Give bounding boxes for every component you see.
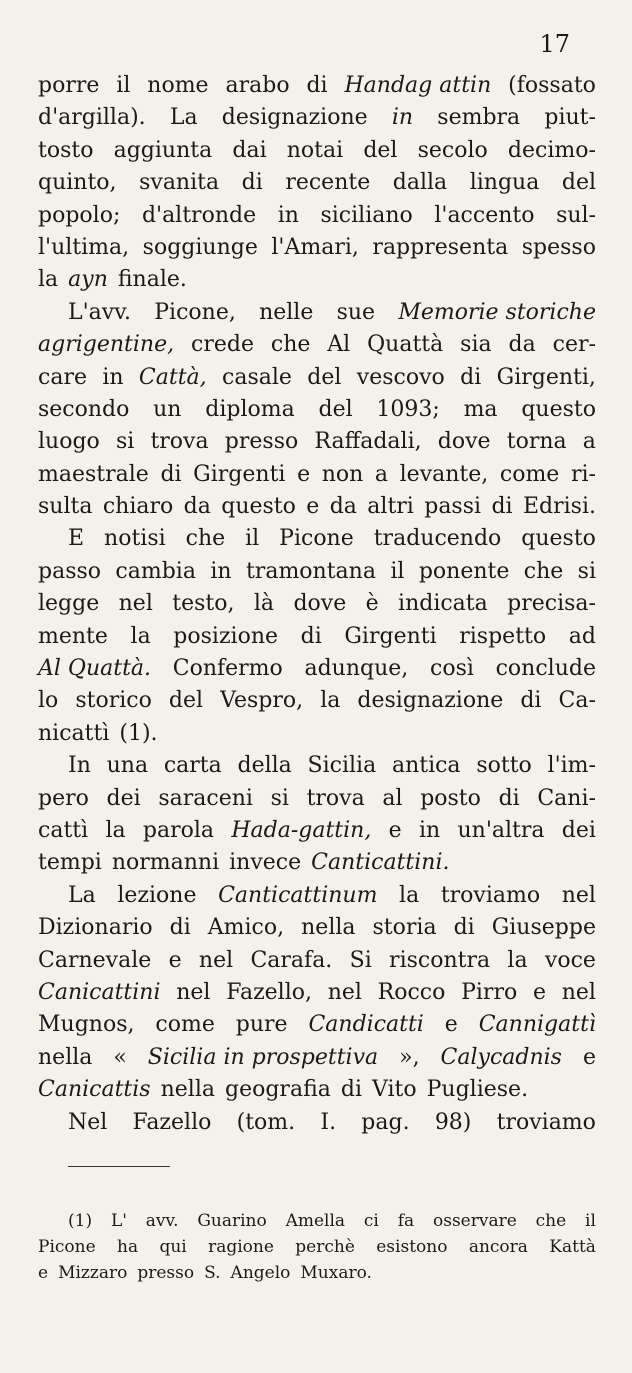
word: di bbox=[520, 688, 542, 714]
word: d'argilla). bbox=[38, 105, 146, 131]
text-line bbox=[38, 1009, 596, 1041]
word: torna bbox=[506, 429, 567, 455]
word: testo, bbox=[172, 591, 235, 617]
word: porre bbox=[38, 73, 100, 98]
word: Girgenti bbox=[193, 461, 286, 487]
word: recente bbox=[285, 170, 371, 196]
word: qui bbox=[159, 1237, 187, 1257]
text-line bbox=[38, 718, 596, 750]
text-line bbox=[38, 135, 596, 167]
italic-term: ayn bbox=[68, 267, 108, 293]
word: di bbox=[453, 915, 475, 941]
text-line bbox=[38, 945, 596, 977]
word: pag. bbox=[361, 1109, 410, 1135]
word: crede bbox=[191, 332, 254, 358]
word: Vito bbox=[371, 1077, 417, 1103]
word: al bbox=[382, 785, 403, 811]
word: un'altra bbox=[457, 817, 545, 843]
word: Edrisi. bbox=[522, 494, 596, 520]
word: Si bbox=[349, 947, 372, 973]
word: storico bbox=[75, 688, 152, 714]
word: sul- bbox=[556, 202, 596, 228]
word: », bbox=[399, 1044, 420, 1070]
word: carta bbox=[163, 753, 222, 779]
word: il bbox=[245, 526, 260, 552]
word: Carnevale bbox=[38, 947, 152, 973]
word: come bbox=[155, 1012, 215, 1038]
word: che bbox=[270, 332, 311, 358]
word: « bbox=[113, 1044, 127, 1070]
italic-term: Sicilia in prospettiva bbox=[147, 1044, 379, 1070]
word: di bbox=[300, 623, 322, 649]
word: La bbox=[169, 105, 198, 131]
text-line bbox=[38, 1234, 596, 1260]
italic-term: Canicattini bbox=[38, 979, 161, 1005]
word: secolo bbox=[417, 137, 488, 163]
word: presso bbox=[224, 429, 299, 455]
word: di bbox=[306, 73, 328, 98]
word: si bbox=[115, 429, 135, 455]
word: Al bbox=[327, 332, 351, 358]
word: ha bbox=[117, 1237, 139, 1257]
word: 1093; bbox=[376, 396, 440, 422]
text-line bbox=[38, 783, 596, 815]
word: parola bbox=[142, 817, 215, 843]
text-line bbox=[38, 70, 596, 102]
word: Dizionario bbox=[38, 915, 153, 941]
word: in bbox=[418, 817, 441, 843]
word: Kattà bbox=[549, 1237, 596, 1257]
word: a bbox=[374, 461, 389, 487]
word: Amico, bbox=[207, 915, 285, 941]
word: trova bbox=[306, 785, 365, 811]
text-line bbox=[38, 685, 596, 717]
text-line bbox=[38, 653, 596, 685]
italic-term: Cattà, bbox=[138, 364, 207, 390]
word: designazione bbox=[357, 688, 504, 714]
word: di bbox=[169, 915, 191, 941]
word: l'accento bbox=[434, 202, 535, 228]
word: passi bbox=[424, 494, 482, 520]
word: l'ultima, bbox=[38, 234, 130, 260]
word: la bbox=[105, 817, 126, 843]
word: L'avv. bbox=[68, 299, 132, 325]
word: legge bbox=[38, 591, 100, 617]
word: nella bbox=[38, 1044, 93, 1070]
text-line bbox=[38, 329, 596, 361]
word: che bbox=[523, 558, 564, 584]
word: care bbox=[38, 364, 87, 390]
text-line bbox=[38, 167, 596, 199]
word: rispetto bbox=[459, 623, 547, 649]
word: del bbox=[561, 170, 596, 196]
italic-term: Canticattini. bbox=[311, 850, 450, 876]
word: nel bbox=[176, 979, 211, 1005]
italic-term: Al Quattà. bbox=[38, 656, 152, 682]
text-line bbox=[38, 297, 596, 329]
word: levante, bbox=[399, 461, 489, 487]
word: Angelo bbox=[230, 1263, 291, 1283]
word: sia bbox=[460, 332, 492, 358]
word: notisi bbox=[104, 526, 166, 552]
word: geografia bbox=[225, 1077, 331, 1103]
word: (1). bbox=[119, 720, 158, 746]
word: diploma bbox=[205, 396, 295, 422]
word: decimo- bbox=[507, 137, 596, 163]
word: la bbox=[507, 947, 528, 973]
word: Picone bbox=[38, 1237, 96, 1257]
word: questo bbox=[221, 494, 296, 520]
word: ancora bbox=[468, 1237, 528, 1257]
word: dei bbox=[106, 785, 141, 811]
word: ri- bbox=[570, 461, 596, 487]
word: Cani- bbox=[537, 785, 596, 811]
word: l'im- bbox=[547, 753, 596, 779]
word: lingua bbox=[469, 170, 540, 196]
word: precisa- bbox=[507, 591, 596, 617]
text-line bbox=[38, 426, 596, 458]
text-line bbox=[38, 491, 596, 523]
word: Rocco bbox=[377, 979, 446, 1005]
word: passo bbox=[38, 558, 102, 584]
italic-term: Canicattis bbox=[38, 1077, 151, 1103]
word: avv. bbox=[145, 1211, 179, 1231]
word: Nel bbox=[68, 1109, 108, 1135]
word: riscontra bbox=[389, 947, 491, 973]
text-line bbox=[38, 977, 596, 1009]
word: maestrale bbox=[38, 461, 149, 487]
italic-term: agrigentine, bbox=[38, 332, 175, 358]
word: questo bbox=[521, 526, 596, 552]
italic-term: Canticattinum bbox=[218, 882, 378, 908]
word: tempi bbox=[38, 850, 102, 876]
word: che bbox=[185, 526, 226, 552]
word: da bbox=[329, 494, 357, 520]
word: non bbox=[321, 461, 364, 487]
word: altri bbox=[367, 494, 414, 520]
word: Fazello bbox=[132, 1109, 212, 1135]
text-line bbox=[38, 912, 596, 944]
word: e bbox=[444, 1012, 458, 1038]
word: Guarino bbox=[197, 1211, 267, 1231]
word: Quattà bbox=[367, 332, 444, 358]
footnote-separator-rule bbox=[68, 1166, 170, 1167]
word: aggiunta bbox=[113, 137, 213, 163]
word: (1) bbox=[68, 1211, 93, 1231]
word: si bbox=[577, 558, 596, 584]
word: la bbox=[130, 623, 151, 649]
word: là bbox=[253, 591, 275, 617]
word: di bbox=[491, 494, 513, 520]
word: cambia bbox=[115, 558, 196, 584]
body-text bbox=[38, 70, 596, 1139]
word: e bbox=[38, 1263, 49, 1283]
word: di bbox=[160, 461, 182, 487]
word: pero bbox=[38, 785, 89, 811]
word: in bbox=[277, 202, 299, 228]
word: il bbox=[585, 1211, 596, 1231]
word: in bbox=[102, 364, 124, 390]
word: nel bbox=[198, 947, 234, 973]
word: secondo bbox=[38, 396, 130, 422]
word: quinto, bbox=[38, 170, 117, 196]
word: popolo; bbox=[38, 202, 121, 228]
word: dove bbox=[437, 429, 491, 455]
word: svanita bbox=[139, 170, 220, 196]
text-line bbox=[38, 621, 596, 653]
italic-term: Handag attin bbox=[344, 73, 492, 98]
word: osservare bbox=[433, 1211, 517, 1231]
word: conclude bbox=[495, 656, 596, 682]
word: tramontana bbox=[245, 558, 376, 584]
word: da bbox=[183, 494, 211, 520]
word: E bbox=[68, 526, 85, 552]
word: trova bbox=[150, 429, 209, 455]
text-line bbox=[38, 847, 596, 879]
word: tosto bbox=[38, 137, 94, 163]
word: Picone, bbox=[154, 299, 236, 325]
word: nelle bbox=[259, 299, 314, 325]
word: Confermo bbox=[172, 656, 283, 682]
word: Fazello, bbox=[226, 979, 312, 1005]
word: L' bbox=[110, 1211, 127, 1231]
word: voce bbox=[544, 947, 596, 973]
word: casale bbox=[222, 364, 292, 390]
word: da bbox=[508, 332, 536, 358]
text-line bbox=[38, 815, 596, 847]
word: e bbox=[297, 461, 311, 487]
word: del bbox=[318, 396, 353, 422]
word: antica bbox=[391, 753, 461, 779]
word: rappresenta bbox=[372, 234, 509, 260]
word: ponente bbox=[418, 558, 510, 584]
word: troviamo bbox=[496, 1109, 596, 1135]
word: sue bbox=[336, 299, 376, 325]
word: siciliano bbox=[320, 202, 413, 228]
word: l'Amari, bbox=[271, 234, 359, 260]
text-line bbox=[38, 362, 596, 394]
word: nella bbox=[160, 1077, 215, 1103]
word: lezione bbox=[117, 882, 197, 908]
text-line bbox=[38, 1260, 596, 1286]
word: una bbox=[106, 753, 149, 779]
word: la bbox=[399, 882, 420, 908]
word: sembra bbox=[437, 105, 521, 131]
word: vescovo bbox=[356, 364, 445, 390]
italic-term: Hada-gattin, bbox=[231, 817, 372, 843]
word: designazione bbox=[221, 105, 368, 131]
word: (fossato bbox=[508, 73, 596, 98]
word: Muxaro. bbox=[300, 1263, 372, 1283]
word: è bbox=[365, 591, 379, 617]
word: Amella bbox=[285, 1211, 346, 1231]
word: dalla bbox=[392, 170, 448, 196]
text-line bbox=[38, 1042, 596, 1074]
text-line bbox=[38, 1074, 596, 1106]
italic-term: Candicatti bbox=[308, 1012, 424, 1038]
word: si bbox=[270, 785, 289, 811]
text-line bbox=[38, 459, 596, 491]
word: adunque, bbox=[304, 656, 409, 682]
word: del bbox=[307, 364, 342, 390]
word: invece bbox=[229, 850, 302, 876]
word: piut- bbox=[544, 105, 596, 131]
text-line bbox=[38, 1107, 596, 1139]
word: questo bbox=[521, 396, 596, 422]
italic-term: Cannigattì bbox=[478, 1012, 596, 1038]
word: Pugliese. bbox=[426, 1077, 529, 1103]
word: ci bbox=[363, 1211, 379, 1231]
word: Vespro, bbox=[220, 688, 304, 714]
word: ad bbox=[568, 623, 596, 649]
word: posizione bbox=[173, 623, 279, 649]
text-line bbox=[38, 588, 596, 620]
italic-term: Memorie storiche bbox=[398, 299, 596, 325]
text-line bbox=[38, 523, 596, 555]
word: la bbox=[320, 688, 341, 714]
text-line bbox=[38, 264, 596, 296]
word: e bbox=[388, 817, 402, 843]
text-line bbox=[38, 200, 596, 232]
italic-term: Calycadnis bbox=[440, 1044, 562, 1070]
word: esistono bbox=[376, 1237, 448, 1257]
word: arabo bbox=[225, 73, 290, 98]
word: posto bbox=[420, 785, 481, 811]
word: 98) bbox=[434, 1109, 472, 1135]
text-line bbox=[38, 102, 596, 134]
word: e bbox=[582, 1044, 596, 1070]
word: e bbox=[306, 494, 320, 520]
word: Ca- bbox=[558, 688, 596, 714]
word: Carafa. bbox=[250, 947, 333, 973]
word: di bbox=[241, 170, 263, 196]
word: Girgenti, bbox=[496, 364, 596, 390]
word: lo bbox=[38, 688, 59, 714]
word: il bbox=[116, 73, 131, 98]
word: Sicilia bbox=[307, 753, 377, 779]
word: ma bbox=[463, 396, 498, 422]
word: dei bbox=[561, 817, 596, 843]
word: In bbox=[68, 753, 91, 779]
word: del bbox=[168, 688, 204, 714]
word: di bbox=[498, 785, 520, 811]
word: della bbox=[237, 753, 292, 779]
word: come bbox=[499, 461, 560, 487]
word: a bbox=[582, 429, 596, 455]
word: dai bbox=[232, 137, 267, 163]
word: traducendo bbox=[373, 526, 502, 552]
text-line bbox=[38, 394, 596, 426]
word: finale. bbox=[117, 267, 187, 293]
word: nel bbox=[561, 882, 596, 908]
word: nel bbox=[561, 979, 596, 1005]
word: notai bbox=[286, 137, 344, 163]
italic-term: in bbox=[391, 105, 414, 131]
word: normanni bbox=[111, 850, 220, 876]
word: sulta bbox=[38, 494, 93, 520]
word: dove bbox=[293, 591, 347, 617]
word: storia bbox=[372, 915, 437, 941]
word: indicata bbox=[398, 591, 488, 617]
word: luogo bbox=[38, 429, 100, 455]
word: di bbox=[460, 364, 482, 390]
word: nel bbox=[327, 979, 362, 1005]
word: soggiunge bbox=[142, 234, 258, 260]
word: spesso bbox=[521, 234, 596, 260]
word: troviamo bbox=[440, 882, 541, 908]
word: Picone bbox=[279, 526, 354, 552]
word: saraceni bbox=[158, 785, 253, 811]
word: chiaro bbox=[102, 494, 174, 520]
word: I. bbox=[320, 1109, 337, 1135]
word: mente bbox=[38, 623, 108, 649]
word: perchè bbox=[295, 1237, 355, 1257]
word: pure bbox=[235, 1012, 288, 1038]
word: d'altronde bbox=[141, 202, 257, 228]
word: S. bbox=[204, 1263, 221, 1283]
word: nella bbox=[301, 915, 356, 941]
word: La bbox=[68, 882, 96, 908]
word: il bbox=[390, 558, 405, 584]
word: che bbox=[535, 1211, 567, 1231]
word: (tom. bbox=[236, 1109, 296, 1135]
word: cattì bbox=[38, 817, 89, 843]
page-number: 17 bbox=[539, 30, 570, 58]
word: Giuseppe bbox=[491, 915, 596, 941]
word: un bbox=[153, 396, 182, 422]
word: sotto bbox=[476, 753, 532, 779]
footnote bbox=[38, 1208, 596, 1286]
text-line bbox=[38, 880, 596, 912]
word: e bbox=[532, 979, 546, 1005]
word: presso bbox=[137, 1263, 195, 1283]
word: Mugnos, bbox=[38, 1012, 135, 1038]
word: la bbox=[38, 267, 59, 293]
word: fa bbox=[397, 1211, 415, 1231]
text-line bbox=[38, 556, 596, 588]
text-line bbox=[38, 1208, 596, 1234]
word: Pirro bbox=[461, 979, 518, 1005]
word: in bbox=[210, 558, 232, 584]
word: di bbox=[340, 1077, 362, 1103]
word: cer- bbox=[552, 332, 596, 358]
word: nicattì bbox=[38, 720, 110, 746]
word: del bbox=[363, 137, 398, 163]
word: nel bbox=[118, 591, 153, 617]
word: Mizzaro bbox=[58, 1263, 128, 1283]
word: ragione bbox=[208, 1237, 274, 1257]
word: così bbox=[430, 656, 474, 682]
word: nome bbox=[147, 73, 209, 98]
text-line bbox=[38, 750, 596, 782]
word: Girgenti bbox=[344, 623, 437, 649]
word: Raffadali, bbox=[314, 429, 422, 455]
word: e bbox=[168, 947, 182, 973]
text-line bbox=[38, 232, 596, 264]
